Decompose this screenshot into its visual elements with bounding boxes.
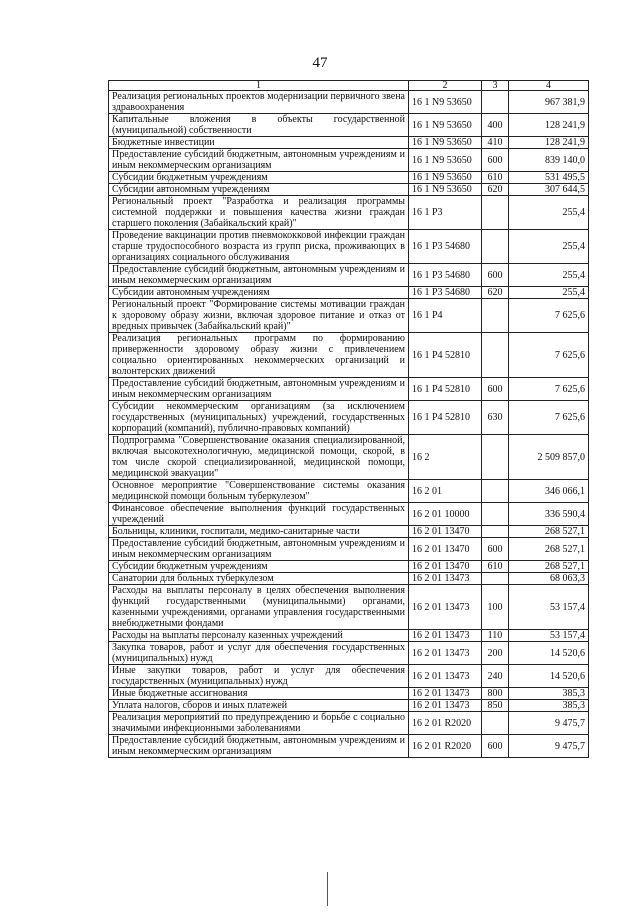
row-amount: 336 590,4 [509, 503, 589, 526]
row-name: Предоставление субсидий бюджетным, автономным учреждениям и иным некоммерческим организациям [109, 264, 409, 287]
row-amount: 385,3 [509, 688, 589, 700]
table-row [109, 700, 589, 712]
row-code: 16 2 01 R2020 [409, 712, 482, 735]
row-type: 800 [482, 688, 509, 700]
table-row [109, 264, 589, 287]
row-code: 16 2 01 13473 [409, 642, 482, 665]
row-code: 16 1 P3 54680 [409, 230, 482, 264]
row-amount: 268 527,1 [509, 526, 589, 538]
row-code: 16 2 01 13473 [409, 700, 482, 712]
row-code: 16 1 N9 53650 [409, 137, 482, 149]
row-name: Реализация региональных проектов модернизации первичного звена здравоохранения [109, 91, 409, 114]
row-type: 600 [482, 735, 509, 758]
row-amount: 255,4 [509, 264, 589, 287]
table-row [109, 561, 589, 573]
row-type: 410 [482, 137, 509, 149]
row-type: 240 [482, 665, 509, 688]
row-type: 600 [482, 149, 509, 172]
table-row [109, 149, 589, 172]
row-type: 100 [482, 585, 509, 630]
row-name: Предоставление субсидий бюджетным, автономным учреждениям и иным некоммерческим организациям [109, 378, 409, 401]
row-name: Подпрограмма "Совершенствование оказания специализированной, включая высокотехнологичную, медицинской помощи, скорой, в том числе скорой специализированной, медицинской помощи, медицинской эвакуации" [109, 435, 409, 480]
row-code: 16 1 P4 52810 [409, 401, 482, 435]
row-name: Предоставление субсидий бюджетным, автономным учреждениям и иным некоммерческим организациям [109, 735, 409, 758]
row-name: Предоставление субсидий бюджетным, автономным учреждениям и иным некоммерческим организациям [109, 538, 409, 561]
header-col-4: 4 [509, 81, 589, 91]
header-col-3: 3 [482, 81, 509, 91]
table-row [109, 573, 589, 585]
row-amount: 7 625,6 [509, 299, 589, 333]
row-name: Иные закупки товаров, работ и услуг для обеспечения государственных (муниципальных) нужд [109, 665, 409, 688]
row-type [482, 526, 509, 538]
row-name: Финансовое обеспечение выполнения функций государственных учреждений [109, 503, 409, 526]
table-row [109, 114, 589, 137]
row-amount: 385,3 [509, 700, 589, 712]
row-amount: 9 475,7 [509, 712, 589, 735]
row-code: 16 2 01 13470 [409, 561, 482, 573]
table-row [109, 480, 589, 503]
table-row [109, 630, 589, 642]
row-name: Субсидии бюджетным учреждениям [109, 172, 409, 184]
row-amount: 68 063,3 [509, 573, 589, 585]
table-row [109, 172, 589, 184]
row-type: 600 [482, 378, 509, 401]
table-row [109, 230, 589, 264]
row-name: Субсидии бюджетным учреждениям [109, 561, 409, 573]
row-type [482, 712, 509, 735]
table-row [109, 538, 589, 561]
row-amount: 2 509 857,0 [509, 435, 589, 480]
row-code: 16 2 01 13473 [409, 585, 482, 630]
row-code: 16 1 N9 53650 [409, 184, 482, 196]
row-type: 630 [482, 401, 509, 435]
table-row [109, 378, 589, 401]
row-code: 16 2 01 13473 [409, 573, 482, 585]
budget-table [108, 80, 589, 758]
row-type: 400 [482, 114, 509, 137]
row-code: 16 2 01 R2020 [409, 735, 482, 758]
row-code: 16 2 01 13473 [409, 630, 482, 642]
row-amount: 255,4 [509, 196, 589, 230]
row-amount: 53 157,4 [509, 585, 589, 630]
table-row [109, 333, 589, 378]
table-row [109, 665, 589, 688]
row-name: Основное мероприятие "Совершенствование системы оказания медицинской помощи больным туберкулезом" [109, 480, 409, 503]
row-type [482, 91, 509, 114]
table-row [109, 642, 589, 665]
row-code: 16 1 N9 53650 [409, 172, 482, 184]
table-row [109, 401, 589, 435]
row-code: 16 1 N9 53650 [409, 149, 482, 172]
row-code: 16 2 01 13470 [409, 538, 482, 561]
table-row [109, 91, 589, 114]
table-row [109, 435, 589, 480]
row-code: 16 2 01 13473 [409, 688, 482, 700]
table-row [109, 287, 589, 299]
row-amount: 346 066,1 [509, 480, 589, 503]
table-row [109, 184, 589, 196]
row-name: Расходы на выплаты персоналу в целях обеспечения выполнения функций государственными (муниципальными) органами, казенными учреждениями, органами управления государственными внебюджетными фондами [109, 585, 409, 630]
row-amount: 531 495,5 [509, 172, 589, 184]
row-amount: 255,4 [509, 230, 589, 264]
row-type [482, 299, 509, 333]
row-amount: 255,4 [509, 287, 589, 299]
row-code: 16 1 P4 [409, 299, 482, 333]
row-code: 16 2 01 [409, 480, 482, 503]
row-type: 620 [482, 287, 509, 299]
row-name: Региональный проект "Формирование системы мотивации граждан к здоровому образу жизни, включая здоровое питание и отказ от вредных привычек (Забайкальский край)" [109, 299, 409, 333]
row-name: Субсидии автономным учреждениям [109, 184, 409, 196]
scan-mark [327, 872, 328, 906]
row-code: 16 2 01 13473 [409, 665, 482, 688]
row-type [482, 573, 509, 585]
row-type [482, 333, 509, 378]
header-col-2: 2 [409, 81, 482, 91]
row-name: Субсидии автономным учреждениям [109, 287, 409, 299]
row-amount: 14 520,6 [509, 665, 589, 688]
row-type: 600 [482, 538, 509, 561]
row-name: Санатории для больных туберкулезом [109, 573, 409, 585]
row-code: 16 1 P3 54680 [409, 287, 482, 299]
row-type: 600 [482, 264, 509, 287]
row-type: 110 [482, 630, 509, 642]
row-type [482, 480, 509, 503]
row-type [482, 230, 509, 264]
row-amount: 14 520,6 [509, 642, 589, 665]
row-code: 16 1 P3 [409, 196, 482, 230]
row-code: 16 1 P4 52810 [409, 378, 482, 401]
table-row [109, 712, 589, 735]
table-row [109, 735, 589, 758]
row-type: 610 [482, 172, 509, 184]
table-row [109, 137, 589, 149]
row-amount: 839 140,0 [509, 149, 589, 172]
table-row [109, 299, 589, 333]
row-amount: 128 241,9 [509, 137, 589, 149]
page-number: 47 [312, 55, 328, 71]
row-code: 16 1 N9 53650 [409, 91, 482, 114]
row-amount: 307 644,5 [509, 184, 589, 196]
row-type: 200 [482, 642, 509, 665]
table-header-row [109, 81, 589, 91]
table-row [109, 503, 589, 526]
row-name: Расходы на выплаты персоналу казенных учреждений [109, 630, 409, 642]
table-row [109, 196, 589, 230]
row-name: Больницы, клиники, госпитали, медико-санитарные части [109, 526, 409, 538]
row-code: 16 1 P4 52810 [409, 333, 482, 378]
row-code: 16 2 [409, 435, 482, 480]
row-type [482, 196, 509, 230]
row-name: Иные бюджетные ассигнования [109, 688, 409, 700]
row-name: Проведение вакцинации против пневмококковой инфекции граждан старше трудоспособного возраста из групп риска, проживающих в организациях социального обслуживания [109, 230, 409, 264]
table-row [109, 688, 589, 700]
row-name: Региональный проект "Разработка и реализация программы системной поддержки и повышения качества жизни граждан старшего поколения (Забайкальский край)" [109, 196, 409, 230]
table-row [109, 585, 589, 630]
row-amount: 967 381,9 [509, 91, 589, 114]
row-type: 610 [482, 561, 509, 573]
row-amount: 268 527,1 [509, 538, 589, 561]
row-name: Реализация мероприятий по предупреждению и борьбе с социально значимыми инфекционными заболеваниями [109, 712, 409, 735]
row-amount: 7 625,6 [509, 378, 589, 401]
row-name: Уплата налогов, сборов и иных платежей [109, 700, 409, 712]
row-code: 16 2 01 10000 [409, 503, 482, 526]
row-code: 16 1 P3 54680 [409, 264, 482, 287]
table-row [109, 526, 589, 538]
row-amount: 7 625,6 [509, 401, 589, 435]
table-body [109, 91, 589, 758]
row-name: Бюджетные инвестиции [109, 137, 409, 149]
row-type: 850 [482, 700, 509, 712]
row-code: 16 2 01 13470 [409, 526, 482, 538]
row-amount: 268 527,1 [509, 561, 589, 573]
row-amount: 53 157,4 [509, 630, 589, 642]
row-type: 620 [482, 184, 509, 196]
row-amount: 128 241,9 [509, 114, 589, 137]
header-col-1: 1 [109, 81, 409, 91]
row-type [482, 435, 509, 480]
row-name: Предоставление субсидий бюджетным, автономным учреждениям и иным некоммерческим организациям [109, 149, 409, 172]
row-amount: 7 625,6 [509, 333, 589, 378]
row-amount: 9 475,7 [509, 735, 589, 758]
row-name: Капитальные вложения в объекты государственной (муниципальной) собственности [109, 114, 409, 137]
row-type [482, 503, 509, 526]
row-name: Субсидии некоммерческим организациям (за исключением государственных (муниципальных) учреждений, государственных корпораций (компаний), публично-правовых компаний) [109, 401, 409, 435]
row-code: 16 1 N9 53650 [409, 114, 482, 137]
row-name: Закупка товаров, работ и услуг для обеспечения государственных (муниципальных) нужд [109, 642, 409, 665]
row-name: Реализация региональных программ по формированию приверженности здоровому образу жизни с привлечением социально ориентированных некоммерческих организаций и волонтерских движений [109, 333, 409, 378]
